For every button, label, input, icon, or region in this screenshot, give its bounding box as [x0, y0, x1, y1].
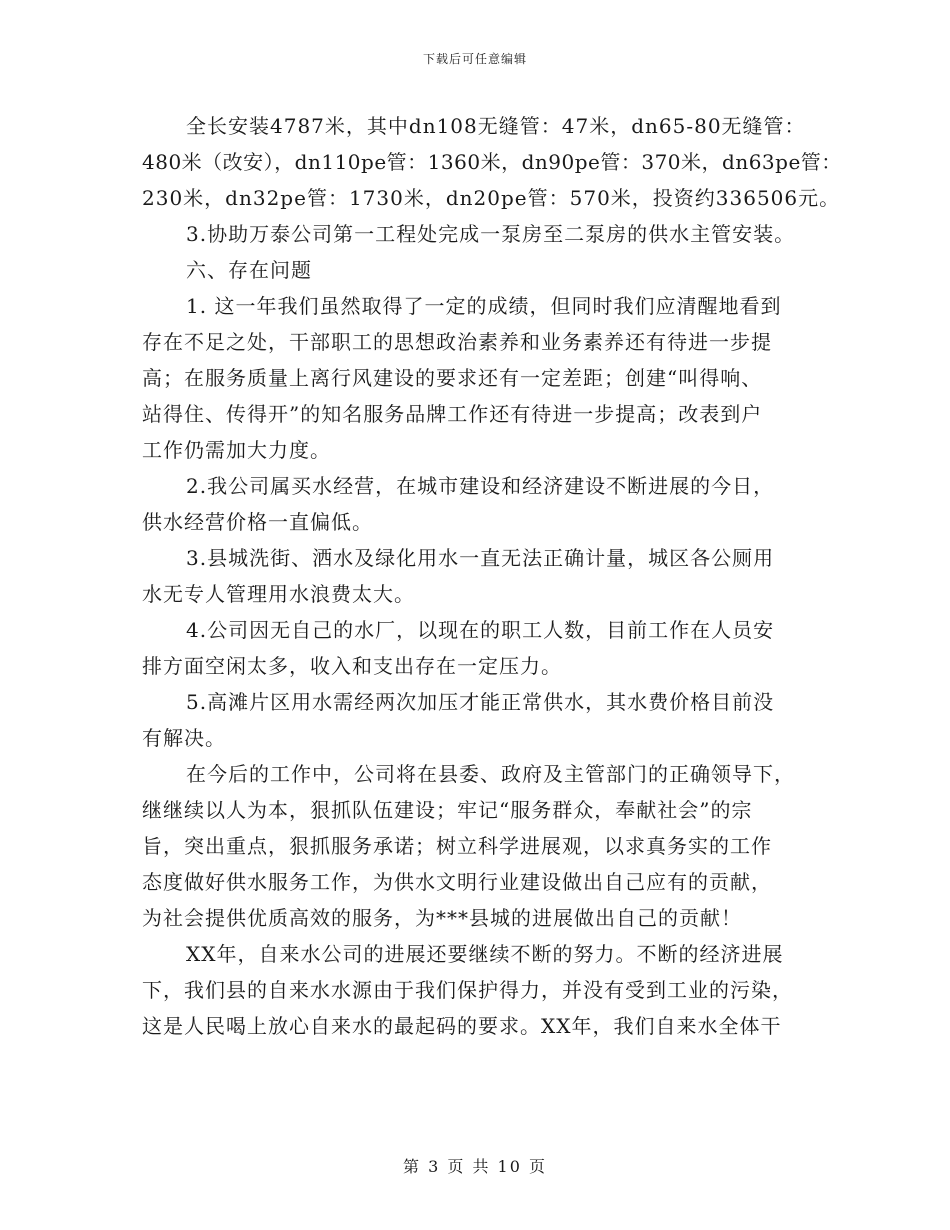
text-line: 存在不足之处，干部职工的思想政治素养和业务素养还有待进一步提: [142, 330, 772, 354]
text-line: 在今后的工作中，公司将在县委、政府及主管部门的正确领导下，: [186, 762, 795, 786]
text-line: XX年，自来水公司的进展还要继续不断的努力。不断的经济进展: [186, 942, 784, 966]
text-line: 供水经营价格一直偏低。: [142, 510, 373, 534]
text-line: 水无专人管理用水浪费太大。: [142, 582, 415, 606]
text-line: 旨，突出重点，狠抓服务承诺；树立科学进展观，以求真务实的工作: [142, 834, 772, 858]
document-body: [142, 108, 842, 1044]
page-header: 下载后可任意编辑: [422, 52, 527, 66]
text-line: 1. 这一年我们虽然取得了一定的成绩，但同时我们应清醒地看到: [186, 294, 782, 318]
text-line: 有解决。: [142, 726, 226, 750]
text-line: 态度做好供水服务工作，为供水文明行业建设做出自己应有的贡献，: [142, 870, 772, 894]
text-line: 工作仍需加大力度。: [142, 438, 331, 462]
text-line: 这是人民喝上放心自来水的最起码的要求。XX年，我们自来水全体干: [142, 1014, 782, 1038]
text-line: 4.公司因无自己的水厂，以现在的职工人数，目前工作在人员安: [186, 618, 775, 642]
text-line: 2.我公司属买水经营，在城市建设和经济建设不断进展的今日，: [186, 474, 775, 498]
text-line: 高；在服务质量上离行风建设的要求还有一定差距；创建“叫得响、: [142, 366, 763, 390]
text-line: 站得住、传得开”的知名服务品牌工作还有待进一步提高；改表到户: [142, 402, 763, 426]
text-line: 480米（改安），dn110pe管：1360米，dn90pe管：370米，dn63pe管：: [142, 150, 842, 174]
text-line: 继继续以人为本，狠抓队伍建设；牢记“服务群众，奉献社会”的宗: [142, 798, 753, 822]
text-line: 3.协助万泰公司第一工程处完成一泵房至二泵房的供水主管安装。: [186, 222, 796, 246]
text-line: 5.高滩片区用水需经两次加压才能正常供水，其水费价格目前没: [186, 690, 775, 714]
text-line: 全长安装4787米，其中dn108无缝管：47米，dn65-80无缝管：: [186, 114, 806, 138]
text-line: 230米，dn32pe管：1730米，dn20pe管：570米，投资约336506元。: [142, 186, 841, 210]
section-heading: 六、存在问题: [186, 258, 312, 282]
text-line: 排方面空闲太多，收入和支出存在一定压力。: [142, 654, 562, 678]
text-line: 下，我们县的自来水水源由于我们保护得力，并没有受到工业的污染，: [142, 978, 793, 1002]
text-line: 3.县城洗街、洒水及绿化用水一直无法正确计量，城区各公厕用: [186, 546, 775, 570]
text-line: 为社会提供优质高效的服务，为***县城的进展做出自己的贡献！: [142, 906, 742, 930]
page-number-footer: 第 3 页 共 10 页: [403, 1157, 547, 1176]
